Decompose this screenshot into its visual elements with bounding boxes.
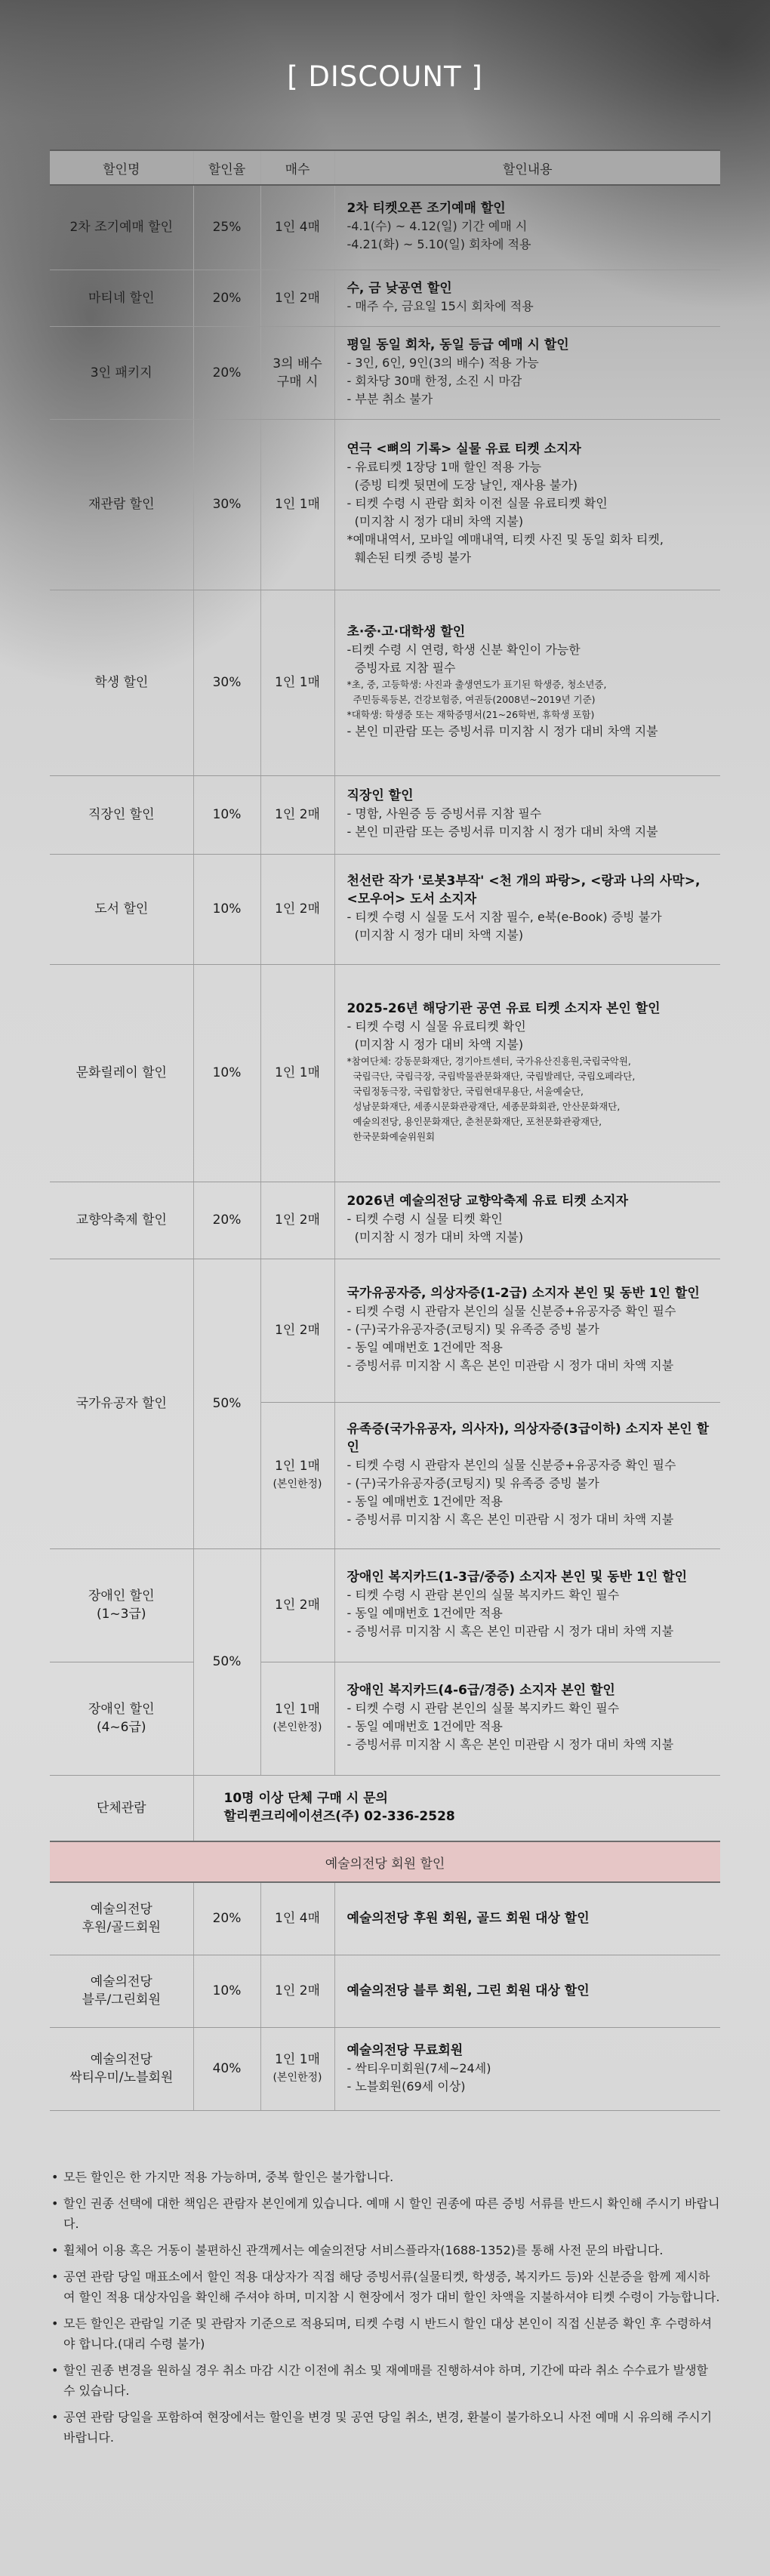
discount-content-line: - 부분 취소 불가 [346,391,433,406]
discount-qty-value: 1인 1매 [275,1702,320,1717]
discount-rate: 10% [193,854,260,964]
discount-content-note: *대학생: 학생증 또는 재학증명서(21~26학번, 휴학생 포함) [346,709,595,720]
notice-list [50,2167,720,2454]
discount-table-wrapper [50,149,720,2111]
discount-content [334,185,720,270]
discount-rate: 20% [193,1882,260,1955]
discount-name [50,326,193,419]
discount-content-note: 국립극단, 국립극장, 국립박물관문화재단, 국립발레단, 국립오페라단, [346,1071,636,1082]
discount-content-note: *참여단체: 강동문화재단, 경기아트센터, 국가유산진흥원,국립국악원, [346,1055,631,1067]
table-row [50,326,720,419]
discount-qty-value: 1인 2매 [275,901,320,917]
discount-name [50,1882,193,1955]
discount-rate: 10% [193,775,260,854]
discount-qty [260,1182,334,1259]
table-row [50,590,720,775]
group-content [193,1775,720,1841]
member-section-header [50,1841,720,1882]
discount-content-line: 훼손된 티켓 증빙 불가 [346,550,472,565]
discount-name [50,270,193,326]
discount-content-line: -4.1(수) ~ 4.12(일) 기간 예매 시 [346,219,528,234]
discount-rate: 50% [193,1548,260,1775]
discount-content-line: - 회차당 30매 한정, 소진 시 마감 [346,373,522,388]
notice-item: • 모든 할인은 한 가지만 적용 가능하며, 중복 할인은 불가합니다. [50,2167,720,2187]
discount-name-text: 국가유공자 할인 [75,1396,167,1411]
discount-qty-value: 1인 4매 [275,1911,320,1927]
discount-rate: 20% [193,326,260,419]
discount-content-line: (미지참 시 정가 대비 차액 지불) [346,1037,524,1052]
discount-content-title: 장애인 복지카드(4-6급/경증) 소지자 본인 할인 [346,1683,615,1698]
discount-content-note: 성남문화재단, 세종시문화관광재단, 세종문화회관, 안산문화재단, [346,1101,621,1112]
discount-qty-value: 1인 2매 [275,1598,320,1613]
discount-name-text: 마티네 할인 [88,290,155,306]
table-row [50,1182,720,1259]
table-header-row [50,150,720,185]
discount-content-line: - (구)국가유공자증(코팅지) 및 유족증 증빙 불가 [346,1322,599,1336]
discount-content-title: 직장인 할인 [346,788,414,803]
discount-content-title: 2026년 예술의전당 교향악축제 유료 티켓 소지자 [346,1194,629,1209]
discount-content [334,1548,720,1662]
discount-table [50,149,720,2111]
discount-content-title: 평일 동일 회차, 동일 등급 예매 시 할인 [346,337,569,353]
discount-rate: 30% [193,419,260,590]
notice-item: • 할인 권종 변경을 원하실 경우 취소 마감 시간 이전에 취소 및 재예매를 진행하셔야 하며, 기간에 따라 취소 수수료가 발생할 수 있습니다. [50,2360,720,2401]
discount-content-line: - 명함, 사원증 등 증빙서류 지참 필수 [346,806,542,821]
discount-qty [260,1662,334,1775]
table-row [50,1259,720,1402]
discount-content-line: (미지참 시 정가 대비 차액 지불) [346,514,524,528]
discount-content-line: - 본인 미관람 또는 증빙서류 미지참 시 정가 대비 차액 지불 [346,724,658,738]
discount-rate: 50% [193,1259,260,1548]
header-rate: 할인율 [193,150,260,185]
discount-content-line: - 매주 수, 금요일 15시 회차에 적용 [346,298,534,313]
discount-name [50,1955,193,2027]
discount-content [334,590,720,775]
discount-content [334,1882,720,1955]
discount-name-text: 예술의전당 싹티우미/노블회원 [69,2052,174,2085]
discount-content-line: - 증빙서류 미지참 시 혹은 본인 미관람 시 정가 대비 차액 지불 [346,1624,674,1638]
discount-qty [260,185,334,270]
discount-content-note: 한국문화예술위원회 [346,1131,436,1142]
discount-content-title: 2025-26년 해당기관 공연 유료 티켓 소지자 본인 할인 [346,1001,661,1016]
discount-content-title: 장애인 복지카드(1-3급/중증) 소지자 본인 및 동반 1인 할인 [346,1570,688,1585]
discount-qty [260,326,334,419]
discount-rate: 20% [193,270,260,326]
table-row [50,270,720,326]
discount-qty-value: 1인 2매 [275,1213,320,1228]
discount-content-line: (증빙 티켓 뒷면에 도장 날인, 재사용 불가) [346,478,578,492]
discount-content-line: - 티켓 수령 시 관람 본인의 실물 복지카드 확인 필수 [346,1701,620,1715]
discount-qty-value: 1인 1매 [275,1065,320,1080]
discount-content-title: 연극 <뼈의 기록> 실물 유료 티켓 소지자 [346,442,581,457]
discount-name-text: 문화릴레이 할인 [75,1065,167,1080]
discount-rate: 30% [193,590,260,775]
discount-content-title: 천선란 작가 '로봇3부작' <천 개의 파랑>, <랑과 나의 사막>, <모우어> 도서 소지자 [346,874,701,907]
discount-content-line: - 노블회원(69세 이상) [346,2079,466,2094]
discount-content [334,1955,720,2027]
discount-content [334,1402,720,1548]
discount-content-line: - 동일 예매번호 1건에만 적용 [346,1606,503,1620]
discount-content-line: - 유료티켓 1장당 1매 할인 적용 가능 [346,460,542,474]
discount-content-title: 국가유공자증, 의상자증(1-2급) 소지자 본인 및 동반 1인 할인 [346,1286,700,1301]
discount-content-note: 예술의전당, 용인문화재단, 춘천문화재단, 포천문화관광재단, [346,1116,602,1127]
discount-qty-value: 3의 배수 구매 시 [273,356,322,390]
discount-rate: 10% [193,964,260,1182]
discount-rate: 10% [193,1955,260,2027]
discount-qty-value: 1인 2매 [275,1983,320,1998]
discount-content-line: -4.21(화) ~ 5.10(일) 회차에 적용 [346,237,531,252]
discount-name-text: 예술의전당 후원/골드회원 [82,1902,161,1936]
discount-name-text: 직장인 할인 [88,807,155,822]
discount-name-text: 학생 할인 [94,675,149,690]
discount-content-title: 유족증(국가유공자, 의사자), 의상자증(3급이하) 소지자 본인 할인 [346,1422,710,1455]
discount-content [334,419,720,590]
discount-name-text: 예술의전당 블루/그린회원 [82,1974,161,2007]
discount-table-body [50,185,720,2110]
discount-content-note: 국립정동극장, 국립합창단, 국립현대무용단, 서울예술단, [346,1086,584,1097]
discount-qty [260,419,334,590]
discount-content-line: *예매내역서, 모바일 예매내역, 티켓 사진 및 동일 회차 티켓, [346,532,664,547]
table-row [50,775,720,854]
table-row [50,2027,720,2110]
discount-name [50,185,193,270]
discount-name-text: 교향악축제 할인 [75,1213,167,1228]
table-row [50,1662,720,1775]
discount-rate: 40% [193,2027,260,2110]
discount-content-line: -티켓 수령 시 연령, 학생 신분 확인이 가능한 [346,642,581,657]
discount-name [50,1259,193,1548]
header-name: 할인명 [50,150,193,185]
discount-content-line: - 티켓 수령 시 실물 티켓 확인 [346,1212,503,1226]
discount-qty-value: 1인 1매 [275,1459,320,1474]
discount-qty-value: 1인 1매 [275,497,320,512]
discount-name [50,964,193,1182]
discount-content-line: - (구)국가유공자증(코팅지) 및 유족증 증빙 불가 [346,1476,599,1490]
discount-content [334,326,720,419]
discount-name [50,419,193,590]
discount-content-line: - 싹티우미회원(7세~24세) [346,2061,491,2075]
discount-content-title: 2차 티켓오픈 조기예매 할인 [346,201,506,217]
table-row [50,1882,720,1955]
discount-qty-value: 1인 4매 [275,220,320,236]
discount-qty [260,1882,334,1955]
discount-qty [260,1402,334,1548]
discount-content-title: 수, 금 낮공연 할인 [346,280,452,296]
discount-content-line: - 3인, 6인, 9인(3의 배수) 적용 가능 [346,355,539,370]
table-row [50,419,720,590]
discount-content [334,270,720,326]
discount-name-text: 재관람 할인 [88,497,155,512]
discount-name-text: 3인 패키지 [90,365,152,381]
discount-content-line: - 증빙서류 미지참 시 혹은 본인 미관람 시 정가 대비 차액 지불 [346,1737,674,1752]
discount-content [334,1182,720,1259]
discount-qty-note: (본인한정) [273,1478,322,1490]
group-line: 10명 이상 단체 구매 시 문의 [223,1790,388,1806]
notice-item: • 공연 관람 당일을 포함하여 현장에서는 할인을 변경 및 공연 당일 취소, 변경, 환불이 불가하오니 사전 예매 시 유의해 주시기 바랍니다. [50,2407,720,2448]
discount-content-line: - 동일 예매번호 1건에만 적용 [346,1340,503,1354]
page-title: [ DISCOUNT ] [287,60,483,93]
discount-name [50,2027,193,2110]
table-row [50,185,720,270]
discount-qty [260,964,334,1182]
discount-name-text: 2차 조기예매 할인 [69,220,174,236]
discount-name [50,1662,193,1775]
table-row [50,964,720,1182]
discount-qty [260,1548,334,1662]
discount-content-line: (미지참 시 정가 대비 차액 지불) [346,928,524,942]
discount-name-text: 장애인 할인 (1~3급) [88,1588,155,1622]
discount-qty [260,854,334,964]
discount-content-line: - 티켓 수령 시 관람자 본인의 실물 신분증+유공자증 확인 필수 [346,1304,676,1318]
discount-content-line: - 티켓 수령 시 실물 유료티켓 확인 [346,1019,526,1034]
discount-name [50,1775,193,1841]
discount-qty-value: 1인 2매 [275,290,320,306]
discount-content-line: - 본인 미관람 또는 증빙서류 미지참 시 정가 대비 차액 지불 [346,824,658,839]
notice-item: • 휠체어 이용 혹은 거동이 불편하신 관객께서는 예술의전당 서비스플라자(1688-1352)를 통해 사전 문의 바랍니다. [50,2240,720,2260]
table-row [50,1775,720,1841]
discount-qty-value: 1인 2매 [275,807,320,822]
discount-name [50,775,193,854]
discount-rate: 25% [193,185,260,270]
discount-qty-value: 1인 1매 [275,2052,320,2067]
discount-content-line: (미지참 시 정가 대비 차액 지불) [346,1230,524,1244]
discount-name-text: 장애인 할인 (4~6급) [88,1702,155,1735]
discount-content-title: 예술의전당 블루 회원, 그린 회원 대상 할인 [346,1983,590,1998]
table-row [50,1548,720,1662]
discount-qty [260,590,334,775]
discount-name [50,854,193,964]
discount-qty [260,1955,334,2027]
discount-content-note: 주민등록등본, 건강보험증, 여권등(2008년~2019년 기준) [346,694,596,705]
discount-name [50,590,193,775]
discount-qty [260,1259,334,1402]
discount-content-line: - 동일 예매번호 1건에만 적용 [346,1719,503,1733]
discount-content-line: - 티켓 수령 시 관람자 본인의 실물 신분증+유공자증 확인 필수 [346,1458,676,1472]
group-contact: 할리퀸크리에이션즈(주) 02-336-2528 [223,1808,455,1824]
discount-content [334,1259,720,1402]
discount-name-text: 단체관람 [96,1800,146,1816]
discount-content-line: - 동일 예매번호 1건에만 적용 [346,1494,503,1508]
discount-content-title: 초·중·고·대학생 할인 [346,624,466,639]
discount-qty [260,775,334,854]
discount-content [334,2027,720,2110]
discount-qty-note: (본인한정) [273,2072,322,2084]
table-row [50,854,720,964]
discount-qty [260,270,334,326]
discount-content-line: - 티켓 수령 시 관람 회차 이전 실물 유료티켓 확인 [346,496,608,510]
discount-content-line: 증빙자료 지참 필수 [346,661,456,675]
discount-content-line: - 증빙서류 미지참 시 혹은 본인 미관람 시 정가 대비 차액 지불 [346,1512,674,1527]
notice-item: • 모든 할인은 관람일 기준 및 관람자 기준으로 적용되며, 티켓 수령 시 반드시 할인 대상 본인이 직접 신분증 확인 후 수령하셔야 합니다.(대리 수령 불가) [50,2313,720,2354]
discount-name [50,1182,193,1259]
discount-content [334,964,720,1182]
discount-content-line: - 티켓 수령 시 관람 본인의 실물 복지카드 확인 필수 [346,1588,620,1602]
notice-item: • 할인 권종 선택에 대한 책임은 관람자 본인에게 있습니다. 예매 시 할인 권종에 따른 증빙 서류를 반드시 확인해 주시기 바랍니다. [50,2193,720,2234]
discount-content-line: - 증빙서류 미지참 시 혹은 본인 미관람 시 정가 대비 차액 지불 [346,1358,674,1373]
discount-qty [260,2027,334,2110]
discount-content [334,1662,720,1775]
discount-content-title: 예술의전당 후원 회원, 골드 회원 대상 할인 [346,1911,590,1927]
discount-name [50,1548,193,1662]
discount-name-text: 도서 할인 [94,901,149,917]
discount-content-line: - 티켓 수령 시 실물 도서 지참 필수, e북(e-Book) 증빙 불가 [346,910,662,924]
header-content: 할인내용 [334,150,720,185]
discount-content [334,775,720,854]
discount-content [334,854,720,964]
discount-qty-value: 1인 1매 [275,675,320,690]
discount-qty-note: (본인한정) [273,1721,322,1733]
discount-rate: 20% [193,1182,260,1259]
discount-content-title: 예술의전당 무료회원 [346,2043,464,2058]
notice-item: • 공연 관람 당일 매표소에서 할인 적용 대상자가 직접 해당 증빙서류(실물티켓, 학생증, 복지카드 등)와 신분증을 함께 제시하여 할인 적용 대상자임을 확인해 주셔야 하며, 미지참 시 현장에서 정가 대비 할인 차액을 지불하셔야 티켓 수령이 가능합니다. [50,2266,720,2307]
discount-content-note: *초, 중, 고등학생: 사진과 출생연도가 표기된 학생증, 청소년증, [346,679,607,690]
table-row [50,1955,720,2027]
header-qty: 매수 [260,150,334,185]
discount-qty-value: 1인 2매 [275,1323,320,1338]
member-section-title: 예술의전당 회원 할인 [50,1841,720,1882]
